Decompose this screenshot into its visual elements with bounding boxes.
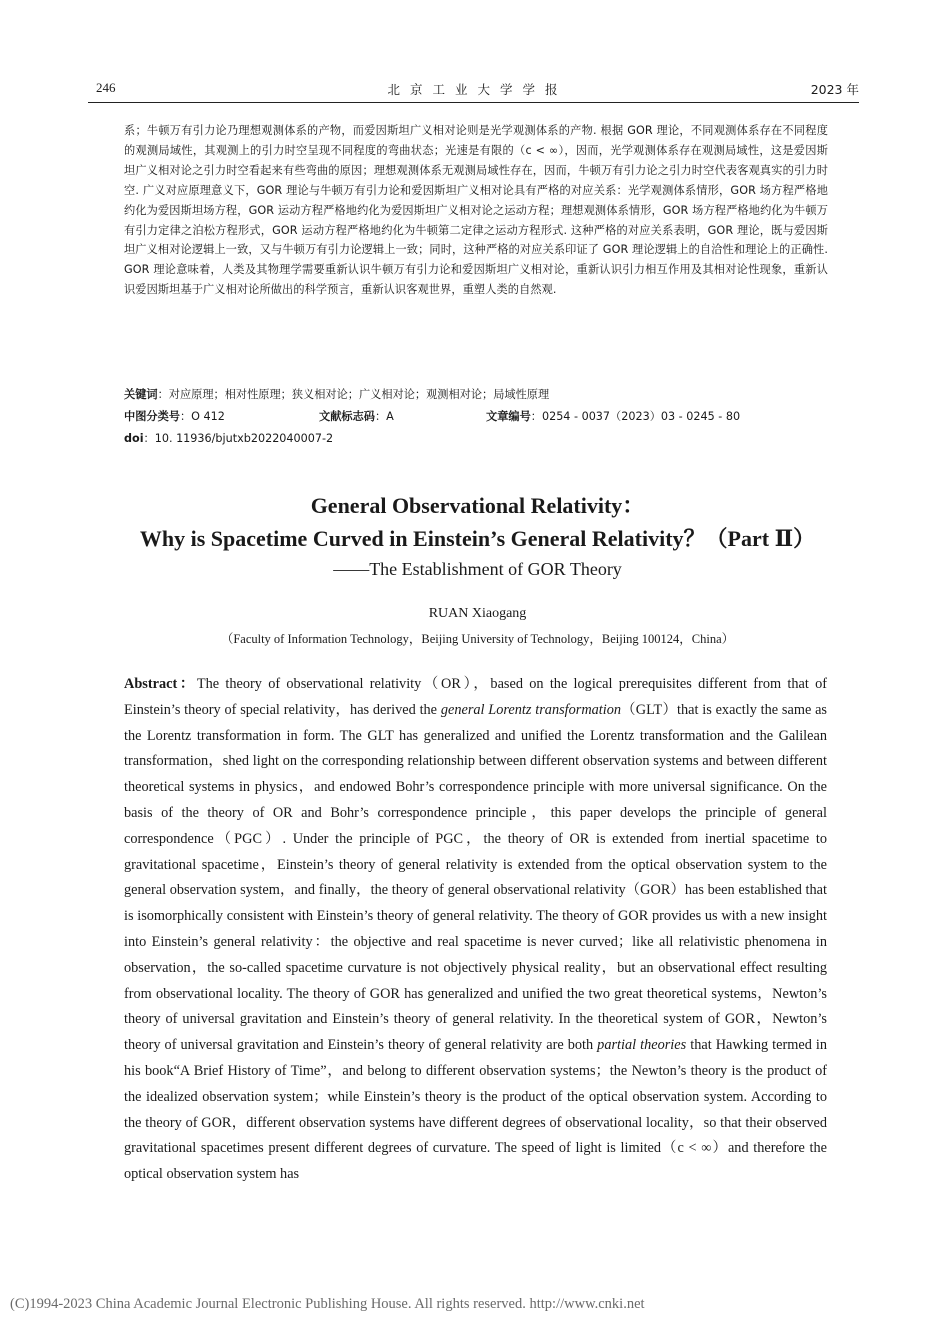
doc-code-label: 文献标志码 — [319, 410, 375, 423]
classification-line — [124, 407, 844, 427]
article-no-label: 文章编号 — [486, 410, 531, 423]
english-title-line-2: Why is Spacetime Curved in Einstein’s General Relativity？（Part Ⅱ） — [139, 526, 816, 551]
header-rule — [88, 102, 859, 103]
article-no-group — [486, 407, 740, 427]
chinese-abstract-text: 系；牛顿万有引力论乃理想观测体系的产物，而爱因斯坦广义相对论则是光学观测体系的产物. 根据 GOR 理论，不同观测体系存在不同程度的观测局域性，其观测上的引力时空呈现不同程度的弯曲状态；光速是有限的（c < ∞），因而，光学观测体系存在观测局域性，这是爱因斯坦广义相对论之引力时空看起来有些弯曲的原因；理想观测体系无观测局域性存在，因而，牛顿万有引力论之引力时空代表客观真实的引力时空. 广义对应原理意义下，GOR 理论与牛顿万有引力论和爱因斯坦广义相对论具有严格的对应关系：光学观测体系情形，GOR 场方程严格地约化为爱因斯坦场方程，GOR 运动方程严格地约化为爱因斯坦广义相对论之运动方程；理想观测体系情形，GOR 场方程严格地约化为牛顿万有引力定律之泊松方程形式，GOR 运动方程严格地约化为牛顿第二定律之运动方程形式. 这种严格的对应关系表明，GOR 理论，既与爱因斯坦广义相对论逻辑上一致，又与牛顿万有引力论逻辑上一致；同时，这种严格的对应关系印证了 GOR 理论逻辑上的自洽性和理论上的正确性. GOR 理论意味着，人类及其物理学需要重新认识牛顿万有引力论和爱因斯坦广义相对论，重新认识引力相互作用及其相对论性现象，重新认识爱因斯坦基于广义相对论所做出的科学预言，重新认识客观世界，重塑人类的自然观. — [124, 124, 828, 297]
abstract-text-part-2: （GLT）that is exactly the same as the Lorentz transformation in form. The GLT has generalized and unified the Lorentz transformation and the Galilean transformation，shed light on the corresponding relationship between different observation systems and between different theoretical systems in physics，and endowed Bohr’s correspondence principle with more universal significance. On the basis of the theory of OR and Bohr’s correspondence principle，this paper develops the principle of general correspondence（PGC）. Under the principle of PGC，the theory of OR is extended from inertial spacetime to gravitational spacetime，Einstein’s theory of general relativity is extended from the optical observation system to the general observation system，and finally，the theory of general observational relativity（GOR）has been established that is isomorphically consistent with Einstein’s theory of general relativity. The theory of GOR provides us with a new insight into Einstein’s general relativity：the objective and real spacetime is never curved；like all relativistic phenomena in observation，the so-called spacetime curvature is not objectively physical reality，but an observational effect resulting from observational locality. The theory of GOR has generalized and unified the two great theoretical systems，Newton’s theory of universal gravitation and Einstein’s theory of general relativity. In the theoretical system of GOR，Newton’s theory of universal gravitation and Einstein’s theory of general relativity are both — [124, 701, 827, 1054]
keywords-value: ：对应原理；相对性原理；狭义相对论；广义相对论；观测相对论；局域性原理 — [157, 388, 550, 401]
clc-value: ：O 412 — [179, 410, 225, 423]
doc-code-value: ：A — [374, 410, 394, 423]
abstract-text-part-3: that Hawking termed in his book“A Brief History of Time”，and belong to different observation systems；the Newton’s theory is the product of the idealized observation system；while Einstein’s theory is the product of the optical observation system. According to the theory of GOR，different observation systems have different degrees of observational locality，so that their observed gravitational spacetimes present different degrees of curvature. The speed of light is limited（c < ∞）and therefore the optical observation system has — [124, 1037, 827, 1183]
publication-year: 2023 年 — [810, 82, 859, 97]
doc-code-group — [319, 407, 394, 427]
chinese-abstract — [124, 121, 828, 300]
abstract-colon: ： — [177, 676, 197, 692]
abstract-label: Abstract — [124, 676, 178, 692]
doi-label: doi — [124, 432, 144, 445]
keywords-label: 关键词 — [124, 388, 158, 401]
abstract-italic-partial-theories: partial theories — [597, 1037, 687, 1054]
clc-label: 中图分类号 — [124, 410, 180, 423]
doi-value: ：10. 11936/bjutxb2022040007-2 — [143, 432, 334, 445]
copyright-footer: (C)1994-2023 China Academic Journal Electronic Publishing House. All rights reserved. http://www.cnki.net — [10, 1296, 645, 1312]
english-abstract-paragraph — [124, 672, 827, 1188]
clc-group — [124, 410, 225, 423]
running-header — [96, 80, 859, 100]
english-abstract — [124, 672, 827, 1188]
author-name: RUAN Xiaogang — [428, 606, 527, 621]
page-number: 246 — [96, 80, 116, 95]
abstract-italic-glt: general Lorentz transformation — [440, 701, 622, 718]
journal-name: 北京工业大学学报 — [387, 82, 568, 97]
article-no-value: ：0254 - 0037（2023）03 - 0245 - 80 — [530, 410, 741, 423]
abstract-text-part-1: The theory of observational relativity（OR），based on the logical prerequisites different from that of Einstein’s theory of special relativity，has derived the — [124, 676, 827, 718]
keywords-line — [124, 385, 844, 405]
doi-line — [124, 429, 844, 449]
author-affiliation: （Faculty of Information Technology，Beijing University of Technology，Beijing 100124，China） — [220, 632, 735, 646]
english-subtitle: ——The Establishment of GOR Theory — [333, 559, 622, 579]
english-title-line-1: General Observational Relativity： — [310, 493, 645, 518]
